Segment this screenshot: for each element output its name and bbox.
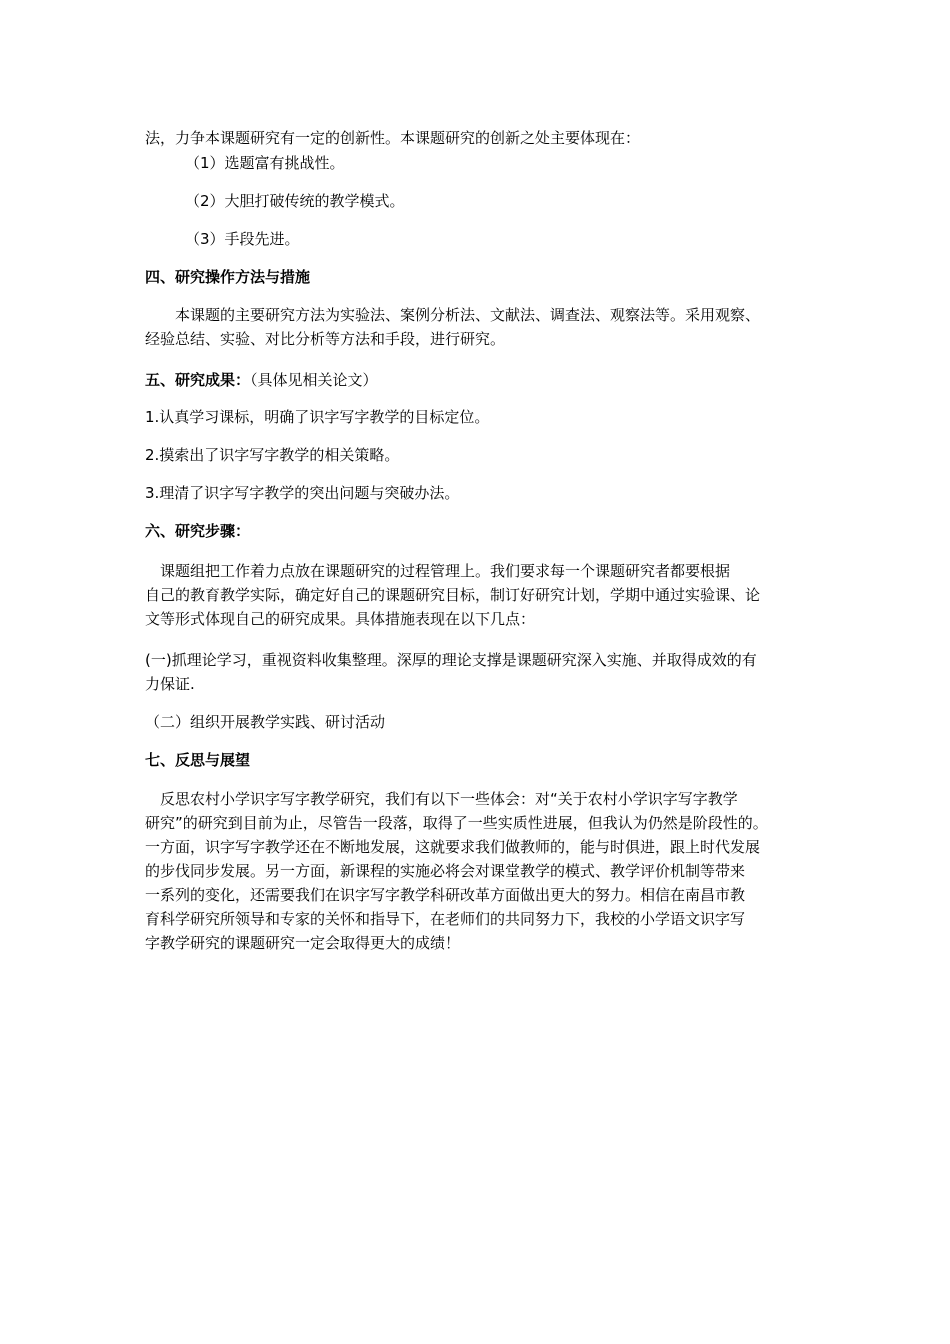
innovation-item-3: （3）手段先进。 (185, 230, 300, 248)
section-7-line-6: 育科学研究所领导和专家的关怀和指导下，在老师们的共同努力下，我校的小学语文识字写 (145, 910, 746, 928)
section-7-line-5: 一系列的变化，还需要我们在识字写字教学科研改革方面做出更大的努力。相信在南昌市教 (145, 886, 746, 904)
section-7-heading: 七、反思与展望 (145, 751, 251, 769)
section-5-heading-note: （具体见相关论文） (250, 371, 378, 389)
section-4-paragraph (145, 303, 815, 351)
section-6-line-2: 自己的教育教学实际，确定好自己的课题研究目标，制订好研究计划，学期中通过实验课、论 (145, 586, 761, 604)
innovation-item-1: （1）选题富有挑战性。 (185, 154, 345, 172)
result-item-1: 1.认真学习课标，明确了识字写字教学的目标定位。 (145, 408, 490, 426)
section-7-paragraph (145, 787, 815, 955)
section-6-paragraph (145, 559, 815, 631)
result-item-2: 2.摸索出了识字写字教学的相关策略。 (145, 446, 400, 464)
section-7-line-7: 字教学研究的课题研究一定会取得更大的成绩！ (145, 934, 461, 952)
section-7-line-1: 反思农村小学识字写字教学研究，我们有以下一些体会：对“关于农村小学识字写字教学 (145, 790, 738, 808)
section-7-line-4: 的步伐同步发展。另一方面，新课程的实施必将会对课堂教学的模式、教学评价机制等带来 (145, 862, 746, 880)
section-6-item-1 (145, 648, 815, 696)
section-4-line-2: 经验总结、实验、对比分析等方法和手段，进行研究。 (145, 330, 506, 348)
section-6-line-3: 文等形式体现自己的研究成果。具体措施表现在以下几点： (145, 610, 536, 628)
section-5-heading: 五、研究成果： (145, 371, 251, 389)
section-6-item-1-line-1: (一)抓理论学习，重视资料收集整理。深厚的理论支撑是课题研究深入实施、并取得成效的有 (145, 651, 757, 669)
intro-line: 法，力争本课题研究有一定的创新性。本课题研究的创新之处主要体现在： (145, 129, 641, 147)
section-5-heading-row (145, 370, 378, 390)
section-6-heading: 六、研究步骤： (145, 522, 251, 540)
section-7-line-2: 研究”的研究到目前为止，尽管告一段落，取得了一些实质性进展，但我认为仍然是阶段性的。 (145, 814, 768, 832)
result-item-3: 3.理清了识字写字教学的突出问题与突破办法。 (145, 484, 460, 502)
section-6-line-1: 课题组把工作着力点放在课题研究的过程管理上。我们要求每一个课题研究者都要根据 (145, 562, 731, 580)
innovation-item-2: （2）大胆打破传统的教学模式。 (185, 192, 405, 210)
section-6-item-2: （二）组织开展教学实践、研讨活动 (145, 713, 386, 731)
section-4-line-1: 本课题的主要研究方法为实验法、案例分析法、文献法、调查法、观察法等。采用观察、 (145, 306, 761, 324)
section-6-item-1-line-2: 力保证. (145, 675, 195, 693)
section-7-line-3: 一方面，识字写字教学还在不断地发展，这就要求我们做教师的，能与时俱进，跟上时代发展 (145, 838, 761, 856)
section-4-heading: 四、研究操作方法与措施 (145, 268, 311, 286)
